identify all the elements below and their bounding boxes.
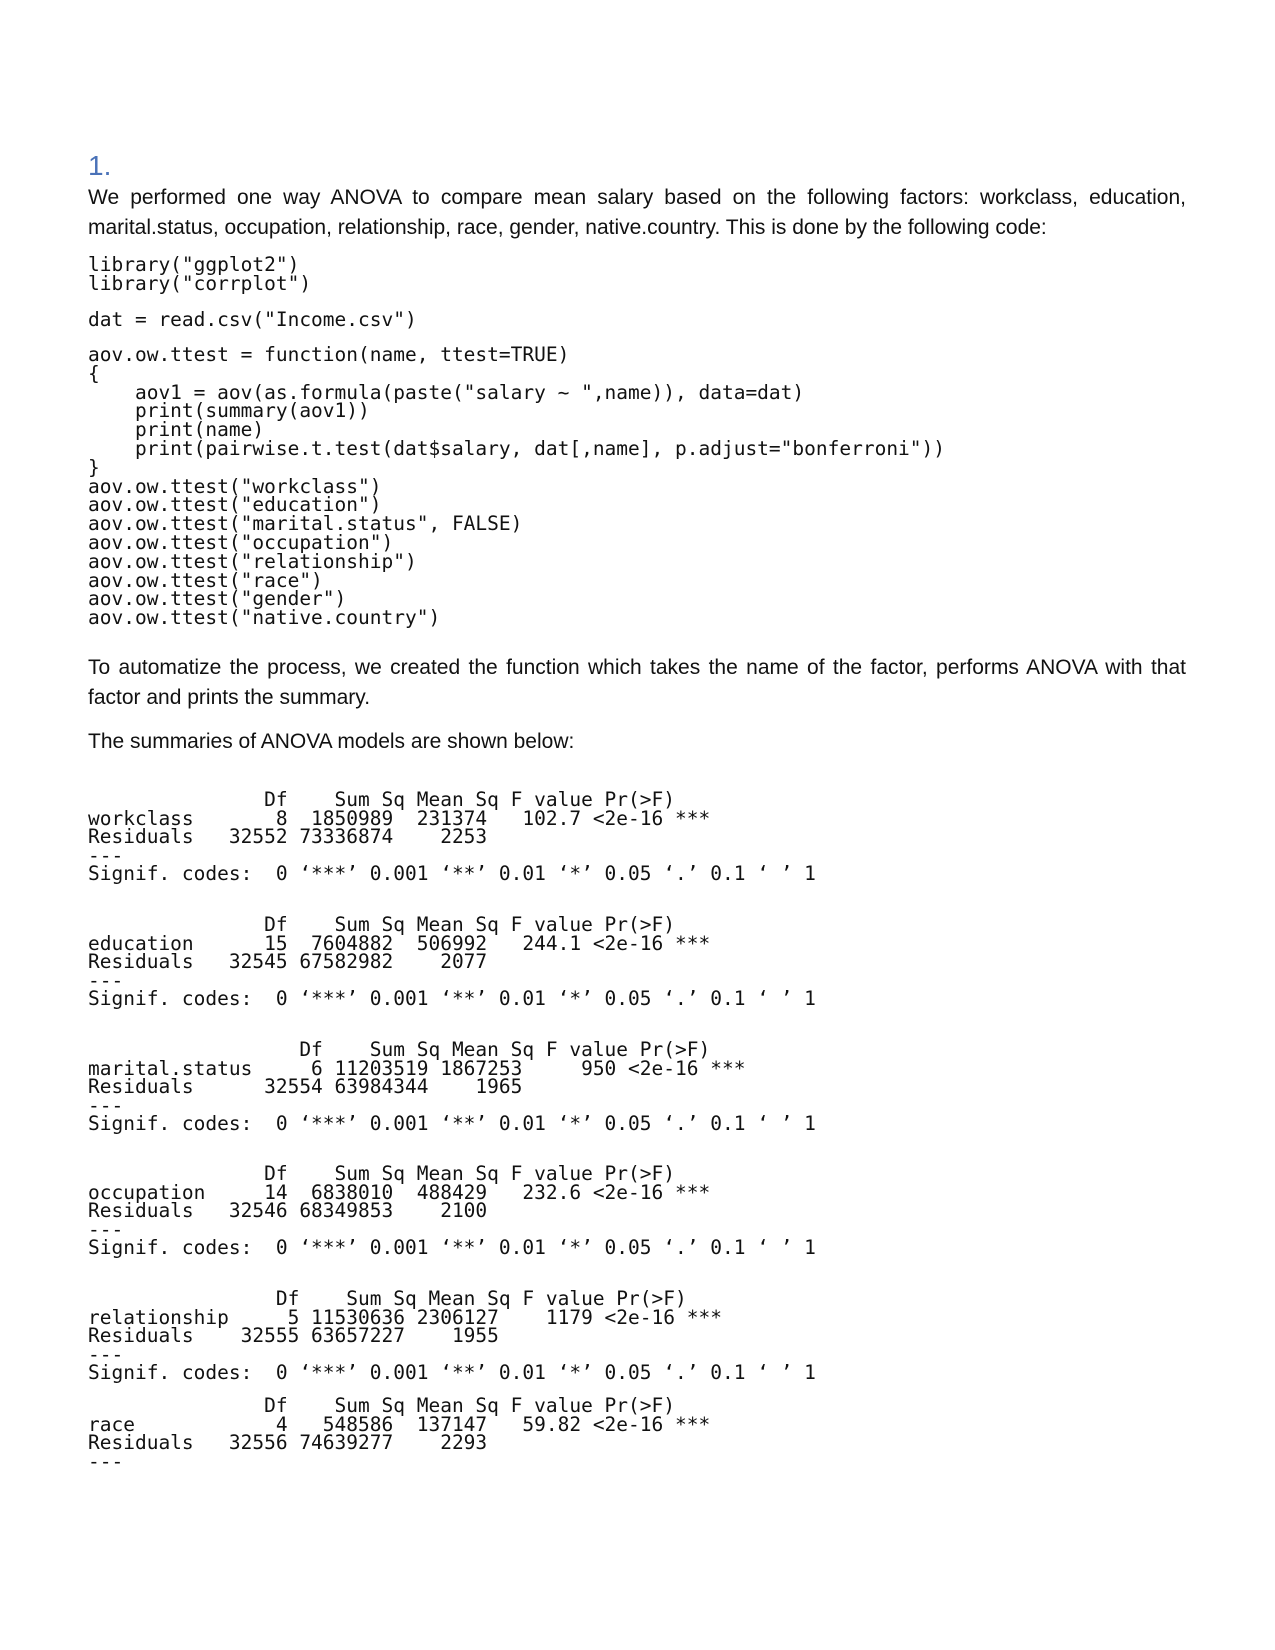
section-heading: 1. xyxy=(88,150,112,181)
anova-summary-race: Df Sum Sq Mean Sq F value Pr(>F) race 4 548586 137147 59.82 <2e-16 *** Residuals 32556 74639277 2293 --- xyxy=(88,1394,711,1473)
code-function: aov.ow.ttest = function(name, ttest=TRUE) { aov1 = aov(as.formula(paste("salary ~ ",name)), data=dat) print(summary(aov1)) print(name) print(pairwise.t.test(dat$salary, dat[,name], p.adjust="bonferroni")) } aov.ow.ttest("workclass") aov.ow.ttest("education") aov.ow.ttest("marital.status", FALSE) aov.ow.ttest("occupation") aov.ow.ttest("relationship") aov.ow.ttest("race") aov.ow.ttest("gender") aov.ow.ttest("native.country") xyxy=(88,343,946,630)
anova-summary-education: Df Sum Sq Mean Sq F value Pr(>F) education 15 7604882 506992 244.1 <2e-16 *** Residuals 32545 67582982 2077 --- Signif. codes: 0 ‘***’ 0.001 ‘**’ 0.01 ‘*’ 0.05 ‘.’ 0.1 ‘ ’ 1 xyxy=(88,913,816,1011)
intro-paragraph: We performed one way ANOVA to compare mean salary based on the following factors: workclass, education, marital.status, occupation, relationship, race, gender, native.country. This is done by the following code: xyxy=(88,186,1186,239)
anova-summary-workclass: Df Sum Sq Mean Sq F value Pr(>F) workclass 8 1850989 231374 102.7 <2e-16 *** Residuals 32552 73336874 2253 --- Signif. codes: 0 ‘***’ 0.001 ‘**’ 0.01 ‘*’ 0.05 ‘.’ 0.1 ‘ ’ 1 xyxy=(88,788,816,886)
automatize-paragraph: To automatize the process, we created the function which takes the name of the factor, performs ANOVA with that factor and prints the summary. xyxy=(88,656,1186,709)
anova-summary-occupation: Df Sum Sq Mean Sq F value Pr(>F) occupation 14 6838010 488429 232.6 <2e-16 *** Residuals 32546 68349853 2100 --- Signif. codes: 0 ‘***’ 0.001 ‘**’ 0.01 ‘*’ 0.05 ‘.’ 0.1 ‘ ’ 1 xyxy=(88,1162,816,1260)
code-libraries: library("ggplot2") library("corrplot") xyxy=(88,253,312,295)
code-read-csv: dat = read.csv("Income.csv") xyxy=(88,308,417,331)
anova-summary-marital-status: Df Sum Sq Mean Sq F value Pr(>F) marital.status 6 11203519 1867253 950 <2e-16 *** Residuals 32554 63984344 1965 --- Signif. codes: 0 ‘***’ 0.001 ‘**’ 0.01 ‘*’ 0.05 ‘.’ 0.1 ‘ ’ 1 xyxy=(88,1038,816,1136)
anova-summary-relationship: Df Sum Sq Mean Sq F value Pr(>F) relationship 5 11530636 2306127 1179 <2e-16 *** Residuals 32555 63657227 1955 --- Signif. codes: 0 ‘***’ 0.001 ‘**’ 0.01 ‘*’ 0.05 ‘.’ 0.1 ‘ ’ 1 xyxy=(88,1287,816,1385)
summaries-intro: The summaries of ANOVA models are shown below: xyxy=(88,730,575,753)
